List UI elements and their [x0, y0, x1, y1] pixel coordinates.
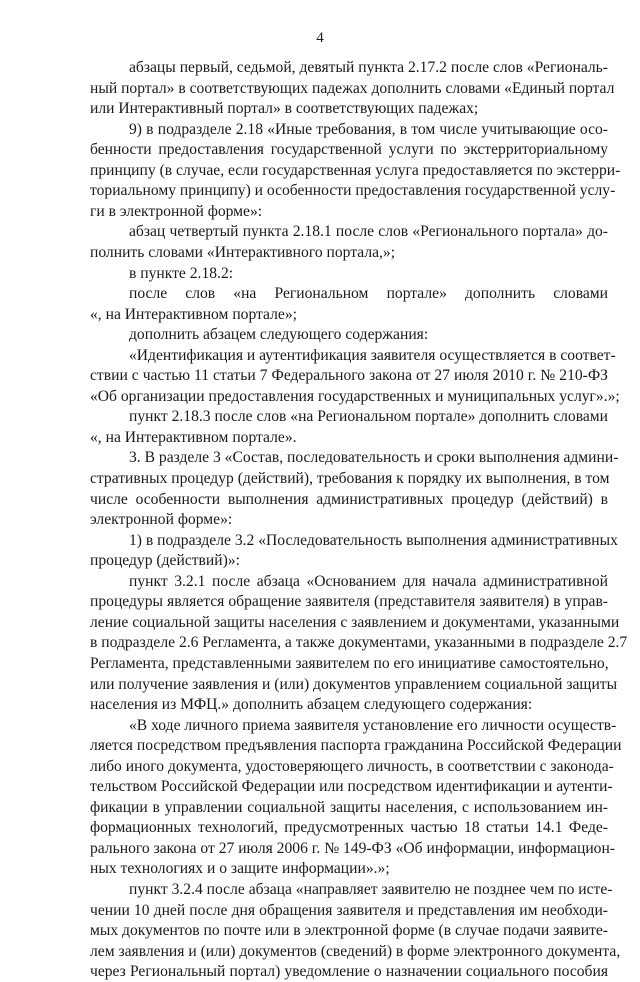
text-line: процедуры является обращение заявителя (представителя заявителя) в управ-: [90, 593, 608, 611]
text-line: дополнить абзацем следующего содержания:: [129, 326, 429, 344]
text-line: или получение заявления и (или) документов управлением социальной защиты: [90, 675, 618, 693]
text-line: ствии с частью 11 статьи 7 Федерального закона от 27 июля 2010 г. № 210-ФЗ: [90, 367, 608, 385]
text-line: формационных технологий, предусмотренных частью 18 статьи 14.1 Феде-: [90, 819, 608, 837]
text-line: 3. В разделе 3 «Состав, последовательность и сроки выполнения админи-: [129, 449, 619, 467]
text-line: процедур (действий)»:: [90, 552, 240, 570]
text-line: пункт 3.2.4 после абзаца «направляет заявителю не позднее чем по исте-: [129, 881, 613, 898]
text-line: ный портал» в соответствующих падежах дополнить словами «Единый портал: [90, 79, 615, 97]
text-line: «Об организации предоставления государственных и муниципальных услуг».»;: [90, 387, 620, 405]
text-line: чении 10 дней после дня обращения заявителя и представления им необходи-: [90, 901, 608, 919]
text-line: после слов «на Региональном портале» дополнить словами: [129, 285, 608, 303]
text-line: «Идентификация и аутентификация заявителя осуществляется в соответ-: [129, 346, 616, 364]
page-number: 4: [316, 30, 324, 46]
text-line: ляется посредством предъявления паспорта гражданина Российской Федерации: [90, 737, 622, 755]
text-line: либо иного документа, удостоверяющего личность, в соответствии с законода-: [90, 757, 614, 775]
text-line: мых документов по почте или в электронной форме (в случае подачи заявите-: [90, 922, 608, 940]
text-line: или Интерактивный портал» в соответствующих падежах;: [90, 100, 479, 118]
text-line: в подразделе 2.6 Регламента, а также документами, указанными в подразделе 2.7: [90, 634, 628, 652]
text-line: пункт 2.18.3 после слов «на Региональном портале» дополнить словами: [129, 408, 609, 426]
text-line: через Региональный портал) уведомление о назначении социального пособия: [90, 963, 608, 981]
text-line: бенности предоставления государственной услуги по экстерриториальному: [90, 141, 608, 159]
text-line: «, на Интерактивном портале»;: [90, 305, 297, 323]
text-line: лем заявления и (или) документов (сведений) в форме электронного документа,: [90, 942, 621, 960]
text-line: абзацы первый, седьмой, девятый пункта 2.17.2 после слов «Региональ-: [129, 59, 608, 76]
text-line: полнить словами «Интерактивного портала,»;: [90, 243, 396, 261]
text-line: числе особенности выполнения административных процедур (действий) в: [90, 490, 608, 508]
text-line: Регламента, представленными заявителем по его инициативе самостоятельно,: [90, 654, 609, 672]
text-line: 9) в подразделе 2.18 «Иные требования, в том числе учитывающие осо-: [129, 120, 608, 138]
text-line: ных технологиях и о защите информации».»;: [90, 860, 390, 878]
text-line: «В ходе личного приема заявителя установление его личности осуществ-: [129, 716, 617, 734]
text-line: электронной форме»:: [90, 511, 233, 529]
text-line: рального закона от 27 июля 2006 г. № 149-ФЗ «Об информации, информацион-: [90, 839, 616, 857]
text-line: пункт 3.2.1 после абзаца «Основанием для начала административной: [129, 572, 608, 590]
text-line: ги в электронной форме»:: [90, 202, 263, 220]
text-line: фикации в управлении социальной защиты населения, с использованием ин-: [90, 798, 608, 816]
text-line: тельством Российской Федерации или посредством идентификации и аутенти-: [90, 778, 613, 796]
text-line: стративных процедур (действий), требования к порядку их выполнения, в том: [90, 470, 610, 487]
text-line: населения из МФЦ.» дополнить абзацем следующего содержания:: [90, 696, 533, 714]
text-line: принципу (в случае, если государственная услуга предоставляется по экстерри-: [90, 161, 621, 179]
text-line: «, на Интерактивном портале».: [90, 428, 297, 446]
text-line: 1) в подразделе 3.2 «Последовательность выполнения административных: [129, 531, 618, 549]
text-line: абзац четвертый пункта 2.18.1 после слов «Регионального портала» до-: [129, 223, 608, 241]
text-line: ление социальной защиты населения с заявлением и документами, указанными: [90, 613, 620, 631]
text-line: ториальному принципу) и особенности предоставления государственной услу-: [90, 182, 616, 200]
text-line: в пункте 2.18.2:: [129, 264, 234, 282]
